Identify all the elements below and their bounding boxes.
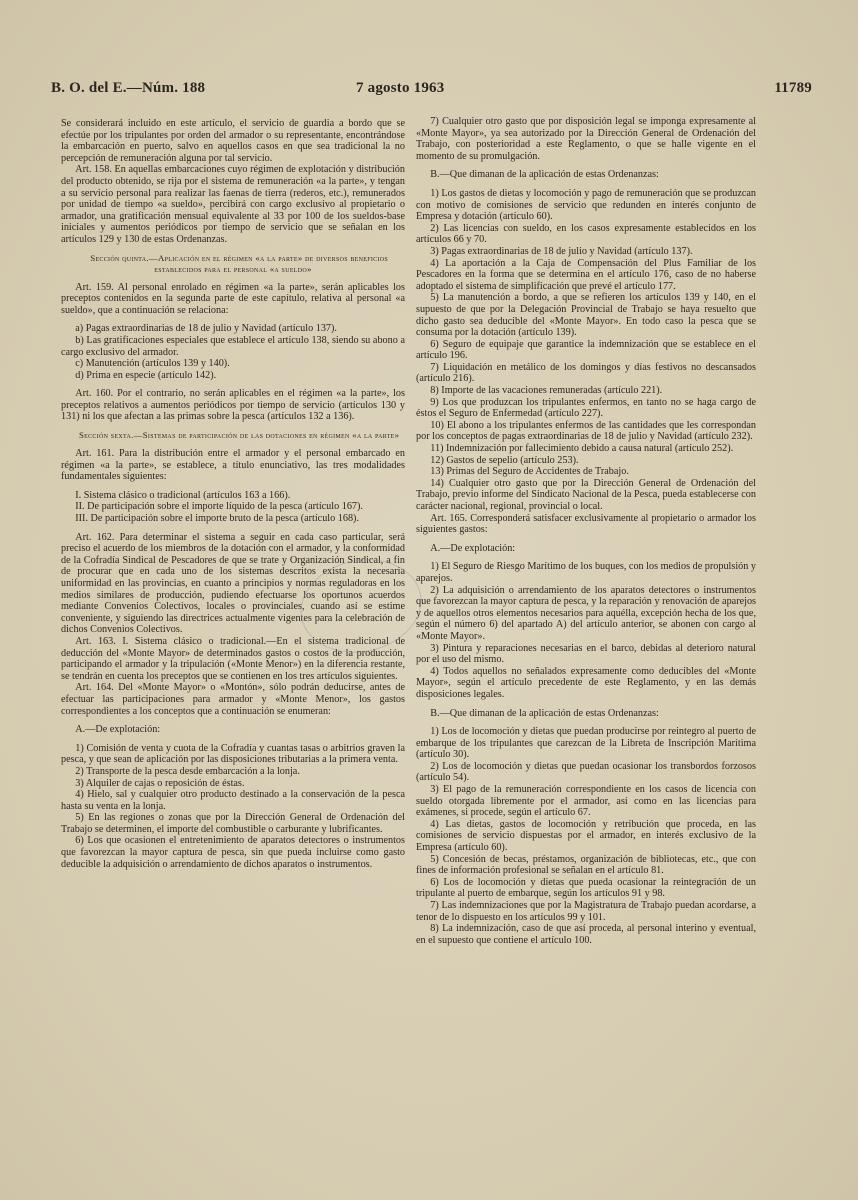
paragraph: 8) La indemnización, caso de que así proceda, al personal interino y eventual, en el supuesto que contiene el artículo 100. [416,923,756,946]
paragraph: 6) Los de locomoción y dietas que pueda ocasionar la reintegración de un tripulante al puerto de embarque, según los artículos 91 y 98. [416,876,756,900]
section-heading: Sección quinta.—Aplicación en el régimen «a la parte» de diversos beneficios establecidos para el personal «a sueldo» [90,252,389,274]
spacer [61,275,405,282]
spacer [416,162,756,169]
spacer [416,181,756,188]
paragraph: Art. 162. Para determinar el sistema a seguir en cada caso particular, será preciso el acuerdo de los miembros de la dotación con el armador, y la conformidad de la Cofradía Sindical de Pescadores de que se trate y Organización Sindical, a fin de procurar que en cada uno de los sistemas descritos exista la necesaria uniformidad en las provincias, en cuanto a principios y normas reguladoras en los medios similares de producción, pudiendo efectuarse los oportunos acuerdos mediante Convenios Colectivos, locales o provinciales, cuando así se estime conveniente, y siguiendo las directrices actualmente vigentes para la celebración de dichos Convenios Colectivos. [61,531,405,636]
spacer [61,441,405,448]
spacer [61,246,405,253]
paragraph: 14) Cualquier otro gasto que por la Dirección General de Ordenación del Trabajo, previo informe del Sindicato Nacional de la Pesca, pueda establecerse con carácter nacional, regional, provincial o local. [416,477,756,512]
paragraph: 3) Alquiler de cajas o reposición de éstas. [75,777,245,789]
paragraph: 1) Los gastos de dietas y locomoción y pago de remuneración que se produzcan con motivo de comisiones de servicio que redunden en interés conjunto de Empresa y dotación (artículo 60). [416,187,756,223]
page-header [40,80,812,104]
paragraph: 3) Pintura y reparaciones necesarias en el barco, debidas al deterioro natural por el uso del mismo. [416,642,756,666]
spacer [416,701,756,708]
spacer [61,483,405,490]
paragraph: Art. 159. Al personal enrolado en régimen «a la parte», serán aplicables los preceptos contenidos en la segunda parte de este capítulo, relativa al personal «a sueldo», que a continuación se relaciona: [61,281,405,316]
paragraph: Se considerará incluido en este artículo, el servicio de guardia a bordo que se efectúe por los tripulantes por orden del armador o su representante, encontrándose la embarcación en puerto, salvo en aquellos casos en que sea tradicional la no percepción de remuneración alguna por tal servicio. [61,118,405,164]
paragraph: 13) Primas del Seguro de Accidentes de Trabajo. [430,466,629,478]
paragraph: 8) Importe de las vacaciones remuneradas (artículo 221). [430,385,663,397]
spacer [61,525,405,532]
spacer [416,554,756,561]
paragraph: 2) Los de locomoción y dietas que puedan ocasionar los transbordos forzosos (artículo 54). [416,760,756,784]
paragraph: 6) Los que ocasionen el entretenimiento de aparatos detectores o instrumentos que favorezcan la mayor captura de pesca, sin que pueda incluirse como gasto deducible la adquisición o arrendamiento de dichos aparatos o instrumentos. [61,835,405,870]
paragraph: b) Las gratificaciones especiales que establece el artículo 138, siendo su abono a cargo exclusivo del armador. [61,334,405,358]
paragraph: Art. 161. Para la distribución entre el armador y el personal embarcado en régimen «a la parte», se establece, a título enunciativo, las tres modalidades fundamentales siguientes: [61,448,405,483]
section-heading: Sección sexta.—Sistemas de participación de las dotaciones en régimen «a la parte» [78,430,400,441]
header-page-number: 11789 [774,80,812,96]
paragraph: B.—Que dimanan de la aplicación de estas Ordenanzas: [430,707,659,719]
paragraph: Art. 158. En aquellas embarcaciones cuyo régimen de explotación y distribución del producto obtenido, se rija por el sistema de remuneración «a la parte», y tengan a su servicio personal para realizar las faenas de tierra (rederos, etc.), remunerados por unidad de tiempo «a sueldo», percibirá con cargo exclusivo al propietario o armador, una gratificación mensual equivalente al 33 por 100 de los sueldos-base iniciales y aumentos periódicos por tiempo de servicio que se señalan en los artículos 129 y 130 de estas Ordenanzas. [61,164,405,245]
paragraph: 4) Hielo, sal y cualquier otro producto destinado a la conservación de la pesca hasta su venta en la lonja. [61,789,405,812]
paragraph: 1) Comisión de venta y cuota de la Cofradía y cuantas tasas o arbitrios graven la pesca, y que sean de aplicación por las disposiciones tributarias a la primera venta. [61,742,405,766]
spacer [416,536,756,543]
paragraph: 2) Las licencias con sueldo, en los casos expresamente establecidos en los artículos 66 y 70. [416,222,756,246]
paragraph: a) Pagas extraordinarias de 18 de julio y Navidad (artículo 137). [75,323,337,335]
spacer [61,736,405,743]
paragraph: 3) El pago de la remuneración correspondiente en los casos de licencia con sueldo otorgada libremente por el armador, así como en las licencias para exámenes, si procede, según el artículo 67. [416,784,756,819]
paragraph: Art. 164. Del «Monte Mayor» o «Montón», sólo podrán deducirse, antes de efectuar las participaciones para armador y «Monte Menor», los gastos correspondientes a los conceptos que a continuación se enumeran: [61,682,405,717]
paragraph: Art. 160. Por el contrario, no serán aplicables en el régimen «a la parte», los preceptos relativos a aumentos periódicos por tiempo de servicio (artículos 130 y 131) ni los que afectan a las primas sobre la pesca (artículos 132 a 136). [61,388,405,423]
spacer [61,381,405,388]
paragraph: B.—Que dimanan de la aplicación de estas Ordenanzas: [430,169,659,181]
paragraph: 7) Las indemnizaciones que por la Magistratura de Trabajo puedan acordarse, a tenor de lo dispuesto en los artículos 99 y 101. [416,900,756,923]
header-publication: B. O. del E.—Núm. 188 [51,80,206,96]
paragraph: Art. 165. Corresponderá satisfacer exclusivamente al propietario o armador los siguientes gastos: [416,512,756,536]
paragraph: 7) Liquidación en metálico de los domingos y días festivos no descansados (artículo 216). [416,361,756,385]
paragraph: 3) Pagas extraordinarias de 18 de julio y Navidad (artículo 137). [430,245,693,257]
paragraph: d) Prima en especie (artículo 142). [75,369,217,381]
spacer [61,316,405,323]
paragraph: 10) El abono a los tripulantes enfermos de las cantidades que les correspondan por los conceptos de pagas extraordinarias de 18 de julio y Navidad (artículo 232). [416,419,756,443]
paragraph: 12) Gastos de sepelio (artículo 253). [430,454,579,466]
paragraph: 2) La adquisición o arrendamiento de los aparatos detectores o instrumentos que favorezcan la mayor captura de pesca, y la reparación y renovación de aparejos y de aquellos otros elementos necesarios para aquélla, excepción hecha de los que, según el número 6) del apartado A) del artículo anterior, se abonen con cargo al «Monte Mayor». [416,584,756,642]
paragraph: 4) La aportación a la Caja de Compensación del Plus Familiar de los Pescadores en la forma que se determina en el artículo 176, caso de no haberse adoptado el sistema de simplificación que prevé el artículo 177. [416,257,756,292]
paragraph: Art. 163. I. Sistema clásico o tradicional.—En el sistema tradicional de deducción del «Monte Mayor» de determinados gastos o costos de la producción, participando el armador y la tripulación («Monte Menor») en la diferencia restante, se tendrán en cuenta los preceptos que se contienen en los tres artículos siguientes. [61,635,405,682]
paragraph: III. De participación sobre el importe bruto de la pesca (artículo 168). [75,513,359,525]
paragraph: 1) Los de locomoción y dietas que puedan producirse por reintegro al puerto de embarque de los tripulantes que carezcan de la Libreta de Inscripción Marítima (artículo 30). [416,726,756,761]
right-column [416,116,756,946]
spacer [61,717,405,724]
header-date: 7 agosto 1963 [356,80,445,96]
paragraph: 5) Concesión de becas, préstamos, organización de bibliotecas, etc., que con fines de información profesional se señalan en el artículo 81. [416,853,756,877]
paragraph: A.—De explotación: [430,542,516,554]
paragraph: 6) Seguro de equipaje que garantice la indemnización que se establece en el artículo 196. [416,338,756,362]
paragraph: c) Manutención (artículos 139 y 140). [75,358,230,370]
paragraph: 5) La manutención a bordo, a que se refieren los artículos 139 y 140, en el supuesto de que por la Delegación Provincial de Trabajo se haya resuelto que dicho gasto sea deducible del «Monte Mayor». En todo caso la pesca que se consuma por la dotación (artículo 139). [416,292,756,339]
paragraph: 5) En las regiones o zonas que por la Dirección General de Ordenación del Trabajo se determinen, el importe del combustible o carburante y lubrificantes. [61,812,405,835]
paragraph: 11) Indemnización por fallecimiento debido a causa natural (artículo 252). [430,443,734,455]
paragraph: 2) Transporte de la pesca desde embarcación a la lonja. [75,765,300,777]
left-column [61,118,405,870]
paragraph: I. Sistema clásico o tradicional (artículos 163 a 166). [75,489,291,501]
paragraph: 4) Todos aquellos no señalados expresamente como deducibles del «Monte Mayor», según el artículo precedente de este Reglamento, y en las demás disposiciones legales. [416,665,756,700]
paragraph: 7) Cualquier otro gasto que por disposición legal se imponga expresamente al «Monte Mayor», ya sea autorizado por la Dirección General de Ordenación del Trabajo, con posterioridad a este Reglamento, o que se halle vigente en el momento de su promulgación. [416,116,756,162]
spacer [416,719,756,726]
paragraph: 9) Los que produzcan los tripulantes enfermos, en tanto no se haga cargo de éstos el Seguro de Enfermedad (artículo 227). [416,396,756,420]
paragraph: 1) El Seguro de Riesgo Marítimo de los buques, con los medios de propulsión y aparejos. [416,561,756,584]
paragraph: II. De participación sobre el importe líquido de la pesca (artículo 167). [75,501,363,513]
paragraph: 4) Las dietas, gastos de locomoción y retribución que proceda, en las comisiones de servicio dispuestas por el armador, en interés exclusivo de la Empresa (artículo 60). [416,818,756,854]
spacer [61,423,405,430]
paragraph: A.—De explotación: [75,724,161,736]
